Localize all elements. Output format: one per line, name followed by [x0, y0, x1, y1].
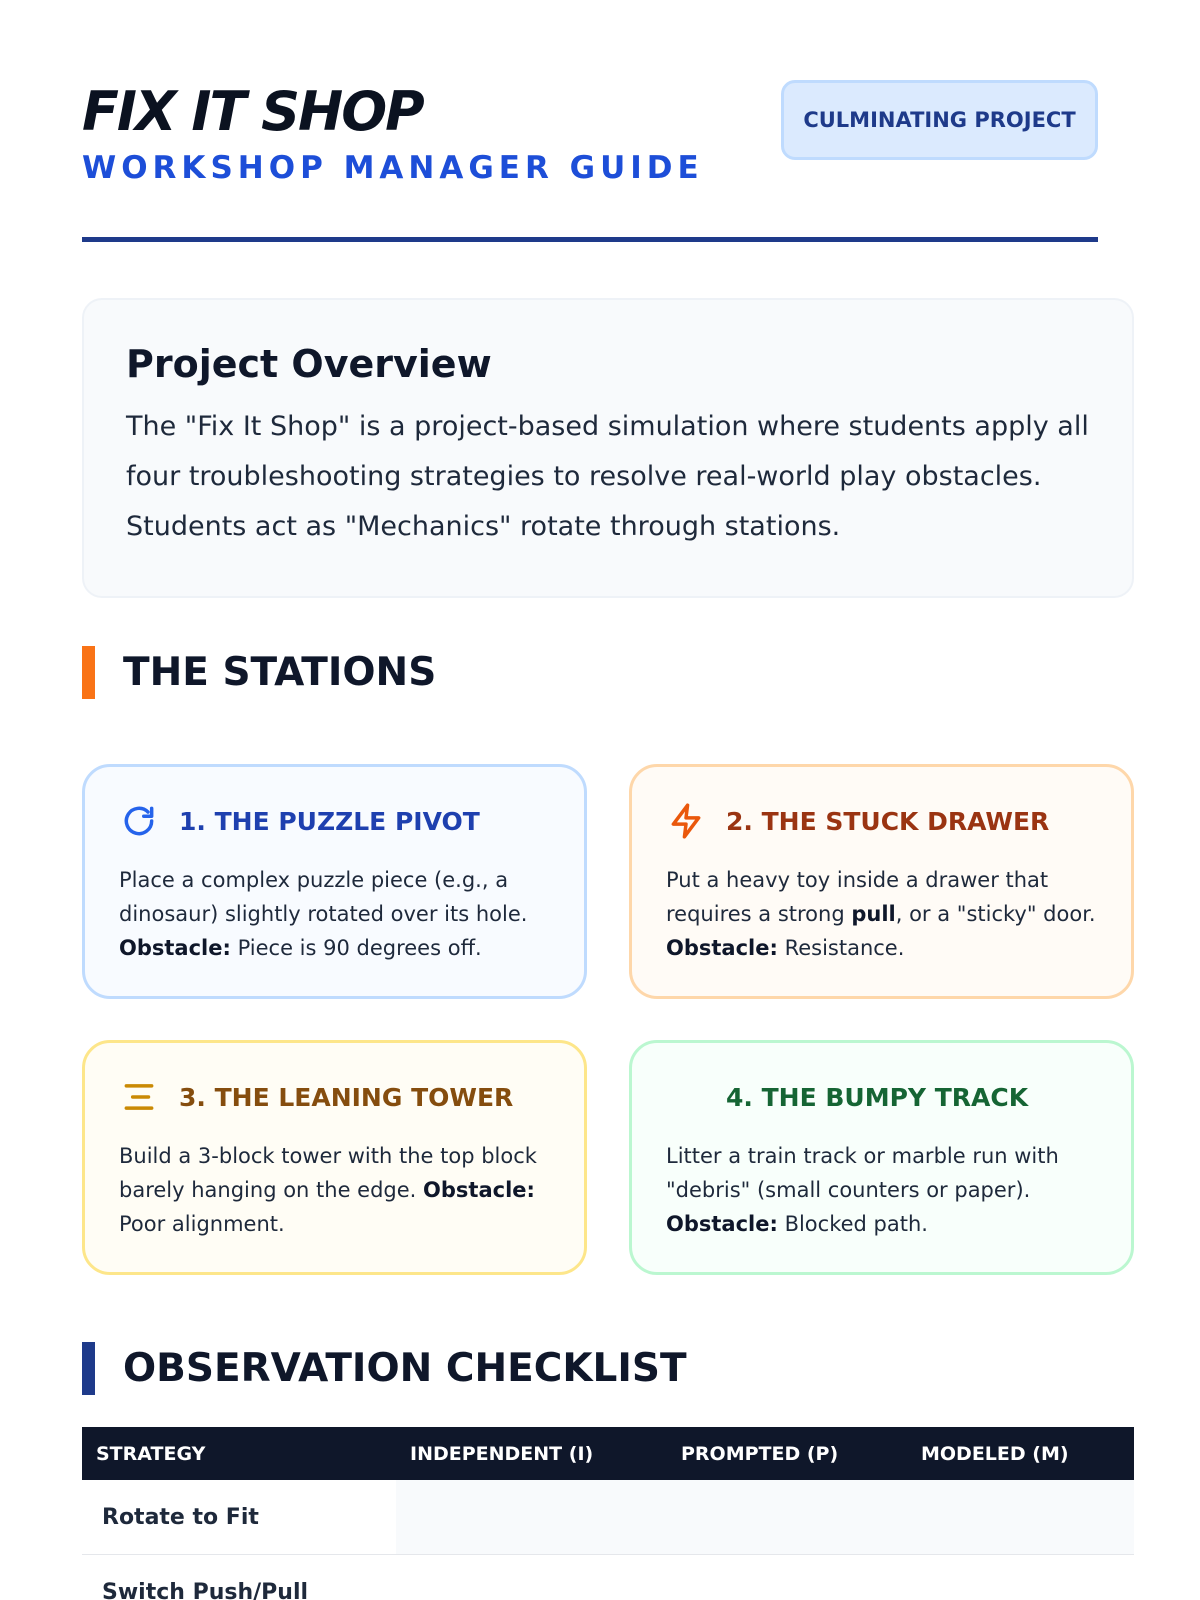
- blank-icon: [666, 1077, 706, 1117]
- column-header-independent: INDEPENDENT (I): [410, 1442, 594, 1465]
- stations-heading-row: [82, 646, 436, 699]
- observation-table: [82, 1427, 1134, 1600]
- checklist-heading: OBSERVATION CHECKLIST: [123, 1346, 687, 1391]
- page-subtitle: WORKSHOP MANAGER GUIDE: [82, 150, 704, 186]
- table-row: [82, 1480, 1134, 1555]
- align-lines-icon: [119, 1077, 159, 1117]
- overview-card: [82, 298, 1134, 598]
- lightning-icon: [666, 801, 706, 841]
- station-title: 4. THE BUMPY TRACK: [726, 1082, 1029, 1112]
- station-title: 3. THE LEANING TOWER: [179, 1082, 514, 1112]
- stations-heading: THE STATIONS: [123, 650, 437, 695]
- observation-cells[interactable]: [396, 1555, 1134, 1600]
- page-header: [82, 0, 1098, 242]
- checklist-heading-row: [82, 1342, 687, 1395]
- strategy-cell: Rotate to Fit: [102, 1504, 259, 1530]
- stations-accent-bar: [82, 646, 95, 699]
- table-header: [82, 1427, 1134, 1480]
- strategy-cell: Switch Push/Pull: [102, 1579, 309, 1600]
- project-badge: CULMINATING PROJECT: [781, 80, 1098, 160]
- station-card-puzzle-pivot: [82, 764, 587, 999]
- station-description: Litter a train track or marble run with "debris" (small counters or paper). Obstacle: Blocked path.: [666, 1144, 1059, 1236]
- rotate-icon: [119, 801, 159, 841]
- checklist-accent-bar: [82, 1342, 95, 1395]
- column-header-strategy: STRATEGY: [96, 1442, 206, 1465]
- observation-cells[interactable]: [396, 1480, 1134, 1554]
- overview-text: The "Fix It Shop" is a project-based simulation where students apply all four troubleshooting strategies to resolve real-world play obstacles. Students act as "Mechanics" rotate through stations.: [126, 411, 1089, 542]
- station-title: 1. THE PUZZLE PIVOT: [179, 806, 480, 836]
- table-row: [82, 1555, 1134, 1600]
- station-title: 2. THE STUCK DRAWER: [726, 806, 1050, 836]
- page-title: FIX IT SHOP: [82, 80, 423, 143]
- column-header-modeled: MODELED (M): [921, 1442, 1069, 1465]
- station-description: Put a heavy toy inside a drawer that requires a strong pull, or a "sticky" door. Obstacle: Resistance.: [666, 868, 1096, 960]
- station-card-leaning-tower: [82, 1040, 587, 1275]
- column-header-prompted: PROMPTED (P): [681, 1442, 839, 1465]
- station-card-bumpy-track: [629, 1040, 1134, 1275]
- station-description: Place a complex puzzle piece (e.g., a dinosaur) slightly rotated over its hole. Obstacle: Piece is 90 degrees off.: [119, 868, 528, 960]
- station-description: Build a 3-block tower with the top block barely hanging on the edge. Obstacle: Poor alignment.: [119, 1144, 537, 1236]
- overview-heading: Project Overview: [126, 342, 492, 386]
- station-card-stuck-drawer: [629, 764, 1134, 999]
